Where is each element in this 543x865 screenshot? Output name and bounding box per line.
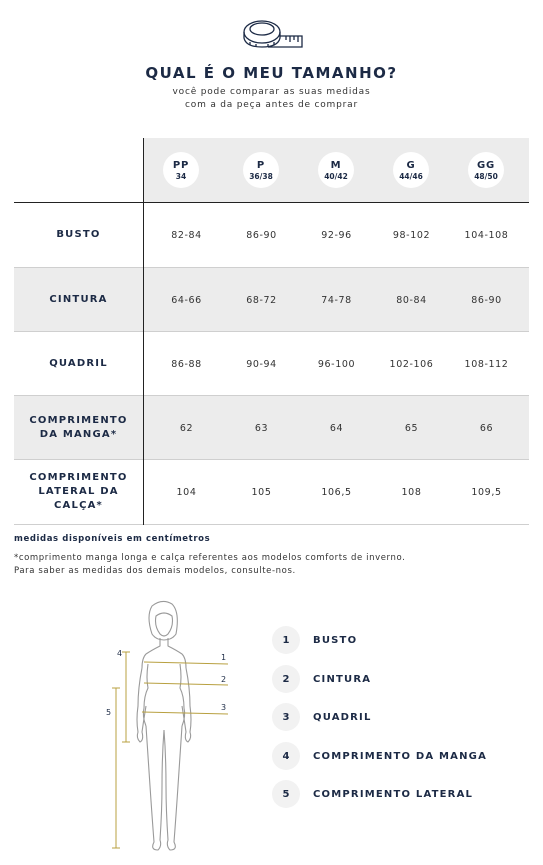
subtitle-line-2: com a da peça antes de comprar: [185, 100, 358, 110]
size-p: [243, 152, 279, 188]
legend-number: 4: [272, 742, 300, 770]
size-label: M: [330, 159, 342, 171]
table-cell: 65: [404, 422, 419, 434]
table-cell: 80-84: [396, 294, 427, 306]
legend-label: QUADRIL: [313, 711, 372, 723]
row-divider: [14, 395, 529, 396]
size-g: [393, 152, 429, 188]
table-cell: 62: [179, 422, 194, 434]
table-cell: 108-112: [464, 358, 509, 370]
table-row-comprimento-manga: [14, 396, 529, 460]
table-cell: 104-108: [464, 229, 509, 241]
size-label: PP: [172, 159, 190, 171]
legend-label: COMPRIMENTO LATERAL: [313, 788, 474, 800]
size-header-row: [143, 138, 529, 202]
table-cell: 98-102: [392, 229, 431, 241]
row-label: CINTURA: [49, 294, 108, 305]
row-label: QUADRIL: [49, 358, 108, 369]
legend-item-comprimento-lateral: [272, 780, 473, 808]
size-label: GG: [476, 159, 496, 171]
size-number: 36/38: [249, 171, 273, 181]
legend-item-cintura: [272, 665, 371, 693]
size-label: G: [406, 159, 416, 171]
column-divider: [143, 138, 144, 525]
table-cell: 106,5: [321, 486, 352, 498]
table-cell: 64: [329, 422, 344, 434]
table-cell: 104: [176, 486, 197, 498]
size-number: 44/46: [399, 171, 423, 181]
legend-item-quadril: [272, 703, 372, 731]
row-divider: [14, 459, 529, 460]
page-subtitle: [0, 86, 543, 112]
marker-4: 4: [117, 649, 123, 658]
table-cell: 68-72: [246, 294, 277, 306]
table-cell: 108: [401, 486, 422, 498]
table-cell: 105: [251, 486, 272, 498]
size-gg: [468, 152, 504, 188]
table-cell: 63: [254, 422, 269, 434]
table-cell: 109,5: [471, 486, 502, 498]
table-cell: 82-84: [171, 229, 202, 241]
row-divider: [14, 331, 529, 332]
legend-number: 2: [272, 665, 300, 693]
legend-label: COMPRIMENTO DA MANGA: [313, 750, 488, 762]
table-cell: 86-90: [246, 229, 277, 241]
table-cell: 64-66: [171, 294, 202, 306]
table-cell: 86-90: [471, 294, 502, 306]
woman-silhouette-figure: [100, 596, 250, 858]
table-cell: 96-100: [317, 358, 356, 370]
measuring-tape-icon: [240, 14, 304, 54]
table-row-comprimento-lateral: [14, 460, 529, 524]
size-table: [14, 138, 529, 525]
legend-label: CINTURA: [313, 673, 372, 685]
legend-item-comprimento-manga: [272, 742, 487, 770]
marker-3: 3: [221, 703, 227, 712]
page-title: QUAL É O MEU TAMANHO?: [145, 64, 398, 82]
table-cell: 74-78: [321, 294, 352, 306]
marker-1: 1: [221, 653, 227, 662]
row-divider: [14, 267, 529, 268]
legend-label: BUSTO: [313, 634, 358, 646]
row-label: COMPRIMENTO LATERAL DA CALÇA*: [29, 472, 128, 511]
size-pp: [163, 152, 199, 188]
row-label: BUSTO: [56, 229, 101, 240]
header-divider: [14, 202, 529, 203]
table-cell: 66: [479, 422, 494, 434]
row-label: COMPRIMENTO DA MANGA*: [29, 415, 128, 440]
table-row-quadril: [14, 332, 529, 396]
table-cell: 92-96: [321, 229, 352, 241]
subtitle-line-1: você pode comparar as suas medidas: [172, 87, 371, 97]
size-number: 40/42: [324, 171, 348, 181]
size-m: [318, 152, 354, 188]
size-number: 34: [175, 171, 187, 181]
table-cell: 102-106: [389, 358, 434, 370]
table-row-cintura: [14, 268, 529, 332]
size-number: 48/50: [474, 171, 498, 181]
table-cell: 86-88: [171, 358, 202, 370]
footnote: [14, 552, 405, 578]
legend-number: 3: [272, 703, 300, 731]
table-cell: 90-94: [246, 358, 277, 370]
footnote-line-2: Para saber as medidas dos demais modelos, consulte-nos.: [14, 566, 296, 576]
size-label: P: [256, 159, 266, 171]
table-row-busto: [14, 203, 529, 267]
row-divider: [14, 524, 529, 525]
legend-number: 5: [272, 780, 300, 808]
footnote-line-1: *comprimento manga longa e calça referentes aos modelos comforts de inverno.: [14, 553, 406, 563]
legend-item-busto: [272, 626, 357, 654]
legend-number: 1: [272, 626, 300, 654]
units-note: medidas disponíveis em centímetros: [14, 534, 211, 544]
marker-2: 2: [221, 675, 227, 684]
marker-5: 5: [106, 708, 112, 717]
